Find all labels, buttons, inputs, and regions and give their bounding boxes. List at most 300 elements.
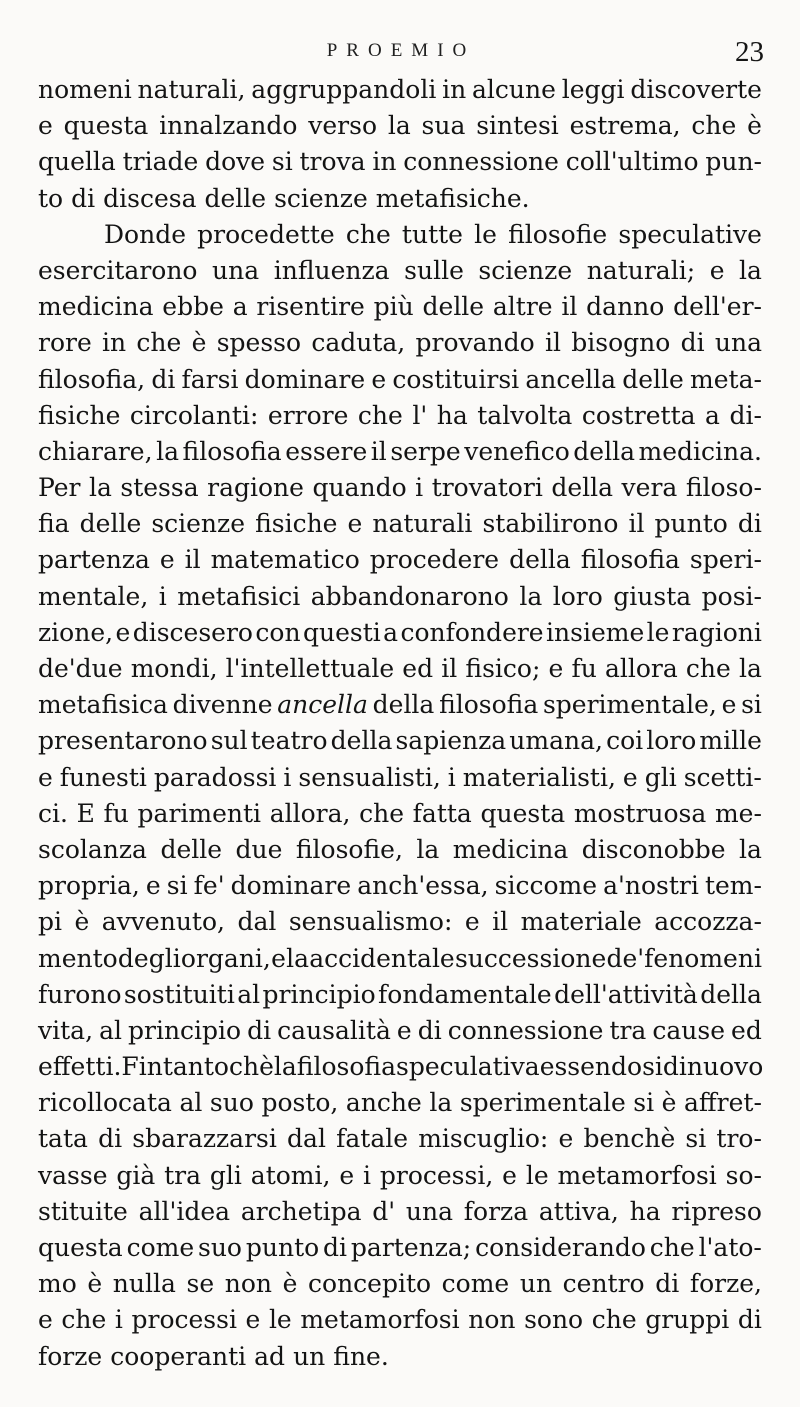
word: questa — [38, 1233, 123, 1262]
word: l' — [412, 400, 428, 430]
text-line — [38, 217, 762, 253]
word: propria, — [38, 871, 140, 901]
word: archetipa — [240, 1196, 362, 1226]
word: coi — [606, 726, 644, 756]
word: medicina. — [638, 436, 762, 466]
word: quella — [38, 147, 116, 177]
word: al — [237, 979, 261, 1009]
word: dove — [205, 147, 266, 177]
word: atomi, — [250, 1160, 331, 1190]
word: tutte — [401, 219, 463, 249]
word: forza — [463, 1196, 529, 1226]
word: di- — [729, 400, 762, 430]
word: rore — [38, 328, 92, 358]
word: le — [646, 617, 670, 647]
word: questa — [63, 111, 149, 141]
word: scienze — [151, 509, 246, 539]
word: allora, — [269, 798, 351, 828]
word: principio — [262, 979, 376, 1009]
word: a — [705, 400, 720, 430]
word: coll'ultimo — [565, 147, 699, 177]
text-line — [38, 687, 762, 723]
text-line — [38, 579, 762, 615]
word: a'nostri — [603, 871, 699, 901]
word: della — [372, 690, 435, 720]
word: e — [159, 545, 175, 575]
word: di — [737, 1305, 762, 1335]
word: venefico — [464, 436, 570, 466]
word: speri- — [689, 545, 762, 575]
word: mondi, — [130, 654, 218, 683]
word: scienze — [478, 255, 573, 285]
word: tem- — [704, 871, 762, 901]
text-line — [38, 72, 762, 108]
word: ragione — [207, 473, 304, 503]
word: si — [271, 147, 293, 177]
word: che — [685, 654, 731, 683]
text-line — [38, 1158, 762, 1194]
word: partenza; — [350, 1233, 472, 1262]
word: questi — [302, 617, 381, 647]
word: ancella — [525, 364, 617, 394]
word: fia — [38, 509, 70, 539]
word: un — [519, 1269, 553, 1299]
word: posto, — [261, 1088, 339, 1118]
word: sperimentale — [459, 1088, 626, 1118]
word: connessione — [403, 147, 559, 177]
word: gli — [209, 1160, 242, 1190]
word: esercitarono — [38, 255, 198, 285]
word: paradossi — [153, 762, 277, 792]
word: quando — [312, 473, 407, 503]
word: a — [383, 617, 399, 647]
word: dell'attività — [554, 979, 698, 1009]
word: costretta — [581, 400, 696, 430]
word: degli — [117, 943, 181, 973]
word: costituirsi — [392, 364, 520, 394]
word: naturali; — [586, 255, 696, 285]
word: una — [714, 328, 762, 358]
word: a — [232, 292, 248, 322]
word: delle — [422, 292, 485, 322]
text-line — [38, 1049, 762, 1085]
word: sostituiti — [123, 979, 235, 1009]
word: triade — [122, 147, 199, 177]
word: medicina — [38, 292, 154, 322]
word: delle — [622, 364, 684, 394]
word: processi — [131, 1305, 237, 1335]
word: sapienza — [395, 726, 507, 756]
word: fe' — [193, 871, 225, 901]
word: circolanti: — [129, 400, 259, 430]
word: una — [405, 1196, 454, 1226]
word: sono — [524, 1305, 584, 1335]
word: di — [247, 1015, 272, 1045]
text-line — [38, 253, 762, 289]
text-line — [38, 181, 762, 217]
word: naturali, — [137, 75, 246, 104]
word: Per — [38, 473, 81, 503]
word: e — [558, 1124, 574, 1154]
text-line — [38, 1266, 762, 1302]
word: leggi — [561, 75, 625, 104]
word: che — [591, 1305, 637, 1335]
word: è — [87, 1269, 103, 1299]
word: le — [474, 219, 497, 249]
word: alcune — [472, 75, 556, 104]
word: e — [38, 762, 53, 792]
word: della — [509, 545, 571, 575]
word: ed — [731, 1015, 762, 1045]
word: fu — [103, 798, 129, 828]
word: trova — [299, 147, 366, 177]
word: processi, — [379, 1160, 494, 1190]
word: pun- — [705, 147, 762, 177]
word: influenza — [273, 255, 390, 285]
word: innalzando — [159, 111, 298, 141]
word: aggruppandoli — [251, 75, 437, 104]
word: e — [245, 1305, 261, 1335]
word: metafisica — [38, 690, 168, 720]
word: speculativa — [395, 1052, 540, 1082]
word: filoso- — [685, 473, 762, 503]
word: giusta — [613, 581, 692, 611]
word: e — [464, 907, 480, 937]
word: gli — [644, 762, 677, 792]
word: matematico — [210, 545, 360, 575]
word: al — [179, 1088, 203, 1118]
word: filosofia — [580, 545, 680, 575]
word: metamorfosi — [300, 1305, 460, 1335]
text-line — [38, 506, 762, 542]
word: stessa — [120, 473, 199, 503]
word: la — [739, 834, 762, 864]
word: questa — [480, 798, 566, 828]
word: i — [415, 473, 424, 503]
word: discoverte — [630, 75, 762, 104]
word: la — [739, 255, 762, 285]
word: affret- — [684, 1088, 762, 1118]
text-line — [38, 1194, 762, 1230]
word: nuovo — [686, 1052, 764, 1082]
word: siccome — [494, 871, 598, 901]
word: dominare — [230, 871, 352, 901]
word: i — [158, 581, 167, 611]
word: provando — [415, 328, 535, 358]
word: nomeni — [38, 75, 132, 104]
word: procedette — [197, 219, 335, 249]
word: sensualismo: — [288, 907, 453, 937]
word: il — [492, 907, 509, 937]
word: anche — [345, 1088, 422, 1118]
word: filosofie, — [295, 834, 403, 864]
word: il — [561, 292, 578, 322]
word: filosofia — [296, 1052, 396, 1082]
word: che — [357, 400, 403, 430]
word: medicina — [452, 834, 569, 864]
word: i — [363, 1160, 371, 1190]
word: e — [721, 690, 737, 720]
word: mostruosa — [573, 798, 707, 828]
word: dominare — [244, 364, 366, 394]
text-line — [38, 362, 762, 398]
word: il — [628, 509, 645, 539]
word: materiale — [520, 907, 642, 937]
word: farsi — [181, 364, 239, 394]
word: i — [283, 762, 292, 792]
word: umana, — [509, 726, 603, 756]
word: vita, — [38, 1015, 94, 1045]
word: discesero — [132, 617, 253, 647]
word: Fintantochè — [121, 1052, 274, 1082]
word: parimenti — [137, 798, 262, 828]
word: i — [114, 1305, 123, 1335]
word: fine. — [333, 1341, 389, 1371]
word: connessione — [447, 1015, 604, 1045]
word: attiva, — [538, 1196, 619, 1226]
word: centro — [562, 1269, 645, 1299]
word: vera — [621, 473, 678, 503]
word: l'intellettuale — [225, 654, 395, 683]
text-line — [38, 1230, 762, 1266]
word: de'fenomeni — [606, 943, 762, 973]
word: e — [38, 111, 53, 141]
word: cause — [652, 1015, 726, 1045]
word: di — [662, 1052, 687, 1082]
word: e — [339, 1160, 355, 1190]
word: e — [396, 1015, 412, 1045]
word: se — [186, 1269, 215, 1299]
text-line — [38, 941, 762, 977]
word: sensualisti, — [298, 762, 441, 792]
word: fondamentale — [378, 979, 552, 1009]
word: è — [747, 111, 762, 141]
word: to — [38, 183, 64, 213]
word: causalità — [277, 1015, 391, 1045]
word: organi, — [180, 943, 271, 973]
text-line — [38, 977, 762, 1013]
page-header — [38, 36, 764, 72]
word: della — [330, 726, 393, 756]
word: benchè — [583, 1124, 676, 1154]
word: trovatori — [431, 473, 543, 503]
word: la — [429, 1088, 453, 1118]
word: e — [115, 617, 131, 647]
word: teatro — [250, 726, 328, 756]
word: scetti- — [683, 762, 762, 792]
word: funesti — [59, 762, 147, 792]
word: metamorfosi — [557, 1160, 717, 1190]
word: si — [685, 1124, 707, 1154]
text-line — [38, 1302, 762, 1338]
word: la — [88, 473, 112, 503]
text-line — [38, 289, 762, 325]
word: fisiche — [255, 509, 338, 539]
word: essendosi — [539, 1052, 663, 1082]
word: essere — [285, 436, 368, 466]
word: delle — [160, 834, 223, 864]
word: è — [282, 1269, 298, 1299]
word: e — [347, 509, 363, 539]
word: una — [212, 255, 260, 285]
word: la — [416, 834, 440, 864]
word: principio — [128, 1015, 242, 1045]
word: altre — [492, 292, 553, 322]
word: cooperanti — [110, 1341, 247, 1371]
text-line — [38, 904, 762, 940]
word: verso — [308, 111, 378, 141]
word: tro- — [716, 1124, 762, 1154]
word: il — [370, 436, 387, 466]
word: che — [345, 219, 391, 249]
text-line — [38, 796, 762, 832]
word: più — [373, 292, 414, 322]
word: considerando — [475, 1233, 646, 1262]
word: che — [649, 1233, 695, 1262]
word: scolanza — [38, 834, 147, 864]
word: fatale — [336, 1124, 409, 1154]
word: presentarono — [38, 726, 208, 756]
word: discesa — [103, 183, 197, 213]
word: due — [235, 834, 283, 864]
word: errore — [267, 400, 349, 430]
word: risentire — [256, 292, 365, 322]
word: della — [573, 436, 635, 466]
text-line — [38, 723, 762, 759]
word: meta- — [690, 364, 762, 394]
word: estrema, — [569, 111, 681, 141]
word: la — [519, 581, 543, 611]
word: accidentale — [309, 943, 455, 973]
word: e — [502, 1160, 517, 1190]
word: ad — [254, 1341, 286, 1371]
word: suo — [198, 1233, 242, 1262]
word: caduta, — [311, 328, 406, 358]
word: sul — [210, 726, 248, 756]
word: d' — [372, 1196, 396, 1226]
word: e — [622, 762, 638, 792]
text-line — [38, 832, 762, 868]
word: si — [166, 871, 188, 901]
word: ripreso — [671, 1196, 762, 1226]
word: è — [74, 907, 90, 937]
word: sbarazzarsi — [132, 1124, 277, 1154]
body-text — [38, 72, 762, 1375]
word: concepito — [308, 1269, 432, 1299]
word: loro — [646, 726, 697, 756]
word: fisiche — [38, 400, 121, 430]
word: accozza- — [654, 907, 762, 937]
word: sua — [421, 111, 466, 141]
word: della — [700, 979, 762, 1009]
word: anch'essa, — [357, 871, 489, 901]
word: la — [273, 1052, 297, 1082]
text-line — [38, 398, 762, 434]
word: in — [372, 147, 397, 177]
word: speculative — [618, 219, 762, 249]
word: Donde — [104, 219, 186, 249]
word: è — [661, 1088, 677, 1118]
word: gruppi — [645, 1305, 730, 1335]
word: danno — [586, 292, 665, 322]
word: stituite — [38, 1196, 128, 1226]
word: è — [191, 328, 207, 358]
word: metafisiche. — [375, 183, 530, 213]
word: si — [633, 1088, 655, 1118]
word: della — [551, 473, 614, 503]
word: le — [268, 1305, 292, 1335]
word: vasse — [38, 1160, 108, 1190]
word: ricollocata — [38, 1088, 172, 1118]
word: filosofia — [439, 690, 539, 720]
text-line — [38, 1013, 762, 1049]
word: in — [102, 328, 127, 358]
word: un — [293, 1341, 326, 1371]
word: zione, — [38, 617, 114, 647]
word: di — [71, 183, 96, 213]
word: il — [441, 654, 458, 683]
word: e — [145, 871, 161, 901]
word: mo — [38, 1269, 77, 1299]
text-line — [38, 470, 762, 506]
text-line — [38, 868, 762, 904]
word: con — [255, 617, 301, 647]
word: di — [98, 1124, 123, 1154]
word: dell'er- — [673, 292, 762, 322]
text-line — [38, 760, 762, 796]
text-line — [38, 1339, 762, 1375]
word: delle — [204, 183, 267, 213]
text-line — [38, 1121, 762, 1157]
word: dal — [237, 907, 277, 937]
word: mento — [38, 943, 118, 973]
text-line — [38, 1085, 762, 1121]
word: confondere — [400, 617, 544, 647]
word: divenne — [172, 690, 273, 720]
word: materialisti, — [462, 762, 616, 792]
word: successione — [454, 943, 607, 973]
word: tra — [609, 1015, 647, 1045]
word: naturali — [372, 509, 473, 539]
word: fatta — [412, 798, 472, 828]
word: la — [387, 111, 411, 141]
word: di — [323, 1233, 348, 1262]
word: forze — [38, 1341, 103, 1371]
word: stabilirono — [482, 509, 619, 539]
word: spesso — [216, 328, 302, 358]
word: si — [741, 690, 762, 720]
word: suo — [209, 1088, 254, 1118]
text-line — [38, 144, 762, 180]
word: ebbe — [162, 292, 224, 322]
word: avvenuto, — [101, 907, 225, 937]
word: le — [525, 1160, 549, 1190]
word: disconobbe — [581, 834, 726, 864]
word: tata — [38, 1124, 88, 1154]
word: ci. — [38, 798, 68, 828]
word: tra — [164, 1160, 202, 1190]
word: sintesi — [476, 111, 559, 141]
text-line — [38, 108, 762, 144]
text-line — [38, 434, 762, 470]
word: di — [737, 509, 762, 539]
word: loro — [552, 581, 603, 611]
word: partenza — [38, 545, 150, 575]
word: non — [468, 1305, 516, 1335]
word: nulla — [112, 1269, 176, 1299]
word: posi- — [701, 581, 762, 611]
word: punto — [654, 509, 728, 539]
